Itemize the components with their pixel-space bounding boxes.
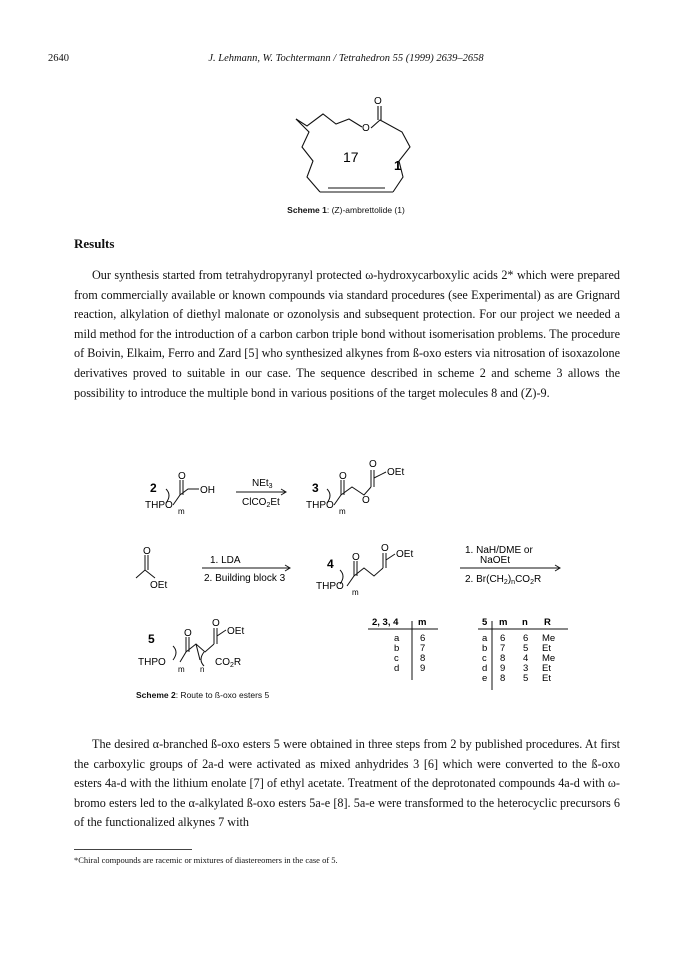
cmpd-2-oh: OH	[200, 485, 215, 496]
reagent-clco2et: ClCO$_2$Et	[242, 497, 280, 509]
table2-row-c-n: 4	[523, 653, 529, 664]
table2-row-b-r: Et	[542, 643, 551, 654]
table2-row-a-n: 6	[523, 633, 529, 644]
cmpd-5-top-o: O	[212, 618, 220, 629]
cmpd-5-label: 5	[148, 632, 155, 646]
footnote-rule	[74, 849, 192, 850]
step-bromo-ester: 2. $Br(CH_2)_nCO_2R$	[465, 574, 542, 586]
table2-row-c-m: 8	[500, 653, 506, 664]
table2-row-a-m: 6	[500, 633, 506, 644]
cmpd-3-thpo: THPO	[306, 500, 334, 511]
table2-row-e-r: Et	[542, 673, 551, 684]
table1-header-m: m	[418, 617, 427, 628]
cmpd-3-label: 3	[312, 481, 319, 495]
cmpd-5-co2r: $CO_2R$	[215, 657, 242, 669]
ethyl-acetate-o: O	[143, 546, 151, 557]
table2-row-a-id: a	[482, 633, 488, 644]
table2-header-5: 5	[482, 617, 488, 628]
table1-row-b-m: 7	[420, 643, 426, 654]
cmpd-2-m: m	[178, 507, 185, 516]
paragraph-2: The desired α-branched ß-oxo esters 5 were obtained in three steps from 2 by published procedures. At first the carboxylic groups of 2a-d were activated as mixed anhydrides 3 [6] which were converted to the ß-oxo esters 4a-d with the lithium enolate [7] of ethyl acetate. Treatment of the deprotonated compounds 4a-d with ω-bromo esters led to the α-alkylated ß-oxo esters 5a-e [8]. 5a-e were transformed to the heterocyclic precursors 6 of the functionalized alkynes 7 with	[74, 737, 620, 830]
scheme-1-caption: Scheme 1: (Z)-ambrettolide (1)	[287, 205, 405, 215]
table2-header-r: R	[544, 617, 551, 628]
table1-row-d-m: 9	[420, 663, 426, 674]
table1-row-a-id: a	[394, 633, 400, 644]
table2-rows	[482, 633, 555, 684]
cmpd-2-thpo: THPO	[145, 500, 173, 511]
step-naoet: NaOEt	[480, 555, 511, 566]
cmpd-4-top-o: O	[381, 543, 389, 554]
footnote: *Chiral compounds are racemic or mixtures of diastereomers in the case of 5.	[74, 855, 338, 865]
table1-row-a-m: 6	[420, 633, 426, 644]
carbonyl-oxygen: O	[374, 96, 382, 107]
cmpd-5-oet: OEt	[227, 626, 245, 637]
table2-header-m: m	[499, 617, 508, 628]
table2-row-c-r: Me	[542, 653, 556, 664]
cmpd-5-thpo: THPO	[138, 657, 166, 668]
table2-row-e-m: 8	[500, 673, 506, 684]
scheme-2-caption: Scheme 2: Route to ß-oxo esters 5	[136, 690, 270, 700]
step-lda: 1. LDA	[210, 555, 241, 566]
table2-row-c-id: c	[482, 653, 487, 664]
cmpd-4-carbonyl-o: O	[352, 552, 360, 563]
compound-1-label: 1	[394, 158, 402, 173]
cmpd-3-top-o: O	[369, 459, 377, 470]
cmpd-2-carbonyl-o: O	[178, 471, 186, 482]
page-number: 2640	[48, 53, 69, 64]
cmpd-2-label: 2	[150, 481, 157, 495]
table2-row-e-n: 5	[523, 673, 529, 684]
table2-row-e-id: e	[482, 673, 488, 684]
cmpd-5-m: m	[178, 665, 185, 674]
table1-row-c-m: 8	[420, 653, 426, 664]
cmpd-3-carbonyl-o: O	[339, 471, 347, 482]
reagent-net3: NEt$_3$	[252, 478, 273, 490]
table1-header-cmpd: 2, 3, 4	[372, 617, 399, 628]
ethyl-acetate-oet: OEt	[150, 580, 168, 591]
cmpd-5-n: n	[200, 665, 205, 674]
paragraph-1: Our synthesis started from tetrahydropyranyl protected ω-hydroxycarboxylic acids 2* which were prepared from commercially available or known compounds via standard procedures (see Experimental) as are Grignard reaction, alkylation of diethyl malonate or ozonolysis and subsequent protection. For our project we needed a mild method for the introduction of a carbon carbon triple bond without isomerisation problems. The procedure of Boivin, Elkaim, Ferro and Zard [5] who synthesized alkynes from ß-oxo esters via nitrosation of isoxazolone derivatives proved to suitable in our case. The sequence described in scheme 2 and scheme 3 allows the possibility to introduce the multiple bond in various positions of the target molecules 8 and (Z)-9.	[74, 268, 620, 400]
cmpd-3-m: m	[339, 507, 346, 516]
table2-row-a-r: Me	[542, 633, 556, 644]
table2-row-d-r: Et	[542, 663, 551, 674]
cmpd-4-m: m	[352, 588, 359, 597]
step-nah: 1. NaH/DME or	[465, 545, 533, 556]
table1-rows	[394, 633, 425, 674]
running-header: J. Lehmann, W. Tochtermann / Tetrahedron 55 (1999) 2639–2658	[208, 53, 484, 64]
cmpd-5-carbonyl-o: O	[184, 628, 192, 639]
results-heading: Results	[74, 236, 115, 251]
table2-row-d-id: d	[482, 663, 488, 674]
table2-row-b-n: 5	[523, 643, 529, 654]
ester-oxygen: O	[362, 123, 370, 134]
cmpd-3-oet: OEt	[387, 467, 405, 478]
cmpd-4-label: 4	[327, 557, 334, 571]
table2-row-b-id: b	[482, 643, 488, 654]
table1-row-b-id: b	[394, 643, 400, 654]
cmpd-4-oet: OEt	[396, 549, 414, 560]
table2-row-d-n: 3	[523, 663, 529, 674]
step-building-block: 2. Building block 3	[204, 573, 286, 584]
cmpd-3-bridge-o: O	[362, 495, 370, 506]
ring-size-label: 17	[343, 149, 359, 165]
table2-row-b-m: 7	[500, 643, 506, 654]
cmpd-4-thpo: THPO	[316, 581, 344, 592]
table1-row-c-id: c	[394, 653, 399, 664]
table1-row-d-id: d	[394, 663, 400, 674]
table2-row-d-m: 9	[500, 663, 506, 674]
table2-header-n: n	[522, 617, 528, 628]
